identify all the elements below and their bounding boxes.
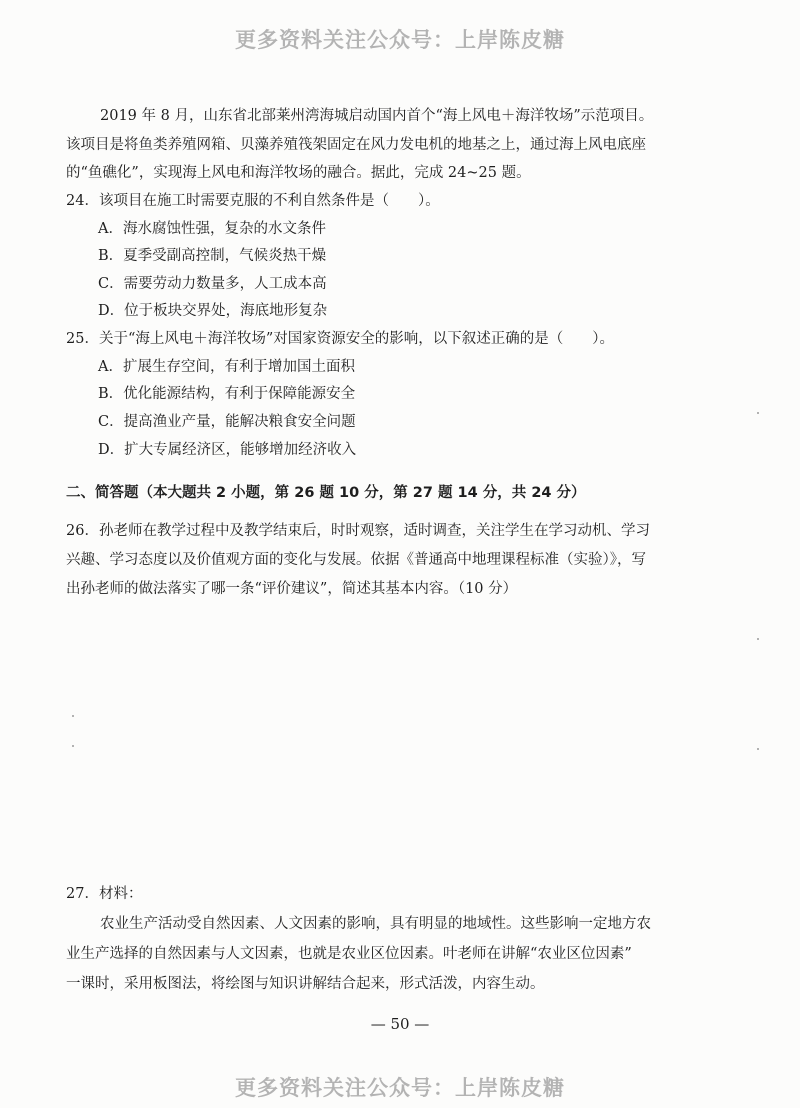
question-24-stem: 24．该项目在施工时需要克服的不利自然条件是（ ）。: [66, 193, 440, 209]
page-number: — 50 —: [370, 1015, 430, 1033]
question-25-option-c: C．提高渔业产量，能解决粮食安全问题: [98, 414, 356, 430]
scan-speck: [757, 638, 759, 640]
question-27-line: 业生产选择的自然因素与人文因素，也就是农业区位因素。叶老师在讲解“农业区位因素”: [66, 946, 632, 962]
scan-speck: [72, 715, 74, 717]
question-25-option-d: D．扩大专属经济区，能够增加经济收入: [98, 442, 357, 458]
question-24-option-c: C．需要劳动力数量多，人工成本高: [98, 276, 327, 292]
question-26-line: 26．孙老师在教学过程中及教学结束后，时时观察，适时调查，关注学生在学习动机、学习: [66, 523, 650, 539]
question-26-line: 出孙老师的做法落实了哪一条“评价建议”，简述其基本内容。（10 分）: [66, 581, 518, 597]
question-26-line: 兴趣、学习态度以及价值观方面的变化与发展。依据《普通高中地理课程标准（实验）》，写: [66, 552, 646, 568]
question-27-line: 农业生产活动受自然因素、人文因素的影响，具有明显的地域性。这些影响一定地方农: [100, 916, 651, 932]
question-27-line: 一课时，采用板图法，将绘图与知识讲解结合起来，形式活泼，内容生动。: [66, 976, 545, 992]
intro-line: 的“鱼礁化”，实现海上风电和海洋牧场的融合。据此，完成 24~25 题。: [66, 165, 531, 181]
section-2-heading: 二、简答题（本大题共 2 小题，第 26 题 10 分，第 27 题 14 分，共 24 分）: [66, 485, 586, 501]
question-27-label: 27．材料：: [66, 886, 143, 902]
watermark-top: 更多资料关注公众号：上岸陈皮糖: [235, 28, 565, 52]
intro-line: 2019 年 8 月，山东省北部莱州湾海城启动国内首个“海上风电＋海洋牧场”示范项目。: [100, 108, 654, 124]
question-24-option-a: A．海水腐蚀性强，复杂的水文条件: [98, 221, 326, 237]
question-25-option-a: A．扩展生存空间，有利于增加国土面积: [98, 359, 355, 375]
scan-speck: [757, 748, 759, 750]
question-24-option-d: D．位于板块交界处，海底地形复杂: [98, 303, 328, 319]
scan-speck: [72, 745, 74, 747]
question-25-option-b: B．优化能源结构，有利于保障能源安全: [98, 386, 356, 402]
question-24-option-b: B．夏季受副高控制，气候炎热干燥: [98, 248, 327, 264]
scan-speck: [757, 412, 759, 414]
question-25-stem: 25．关于“海上风电＋海洋牧场”对国家资源安全的影响，以下叙述正确的是（ ）。: [66, 331, 615, 347]
intro-line: 该项目是将鱼类养殖网箱、贝藻养殖筏架固定在风力发电机的地基之上，通过海上风电底座: [66, 137, 646, 153]
watermark-bottom: 更多资料关注公众号：上岸陈皮糖: [235, 1076, 565, 1100]
